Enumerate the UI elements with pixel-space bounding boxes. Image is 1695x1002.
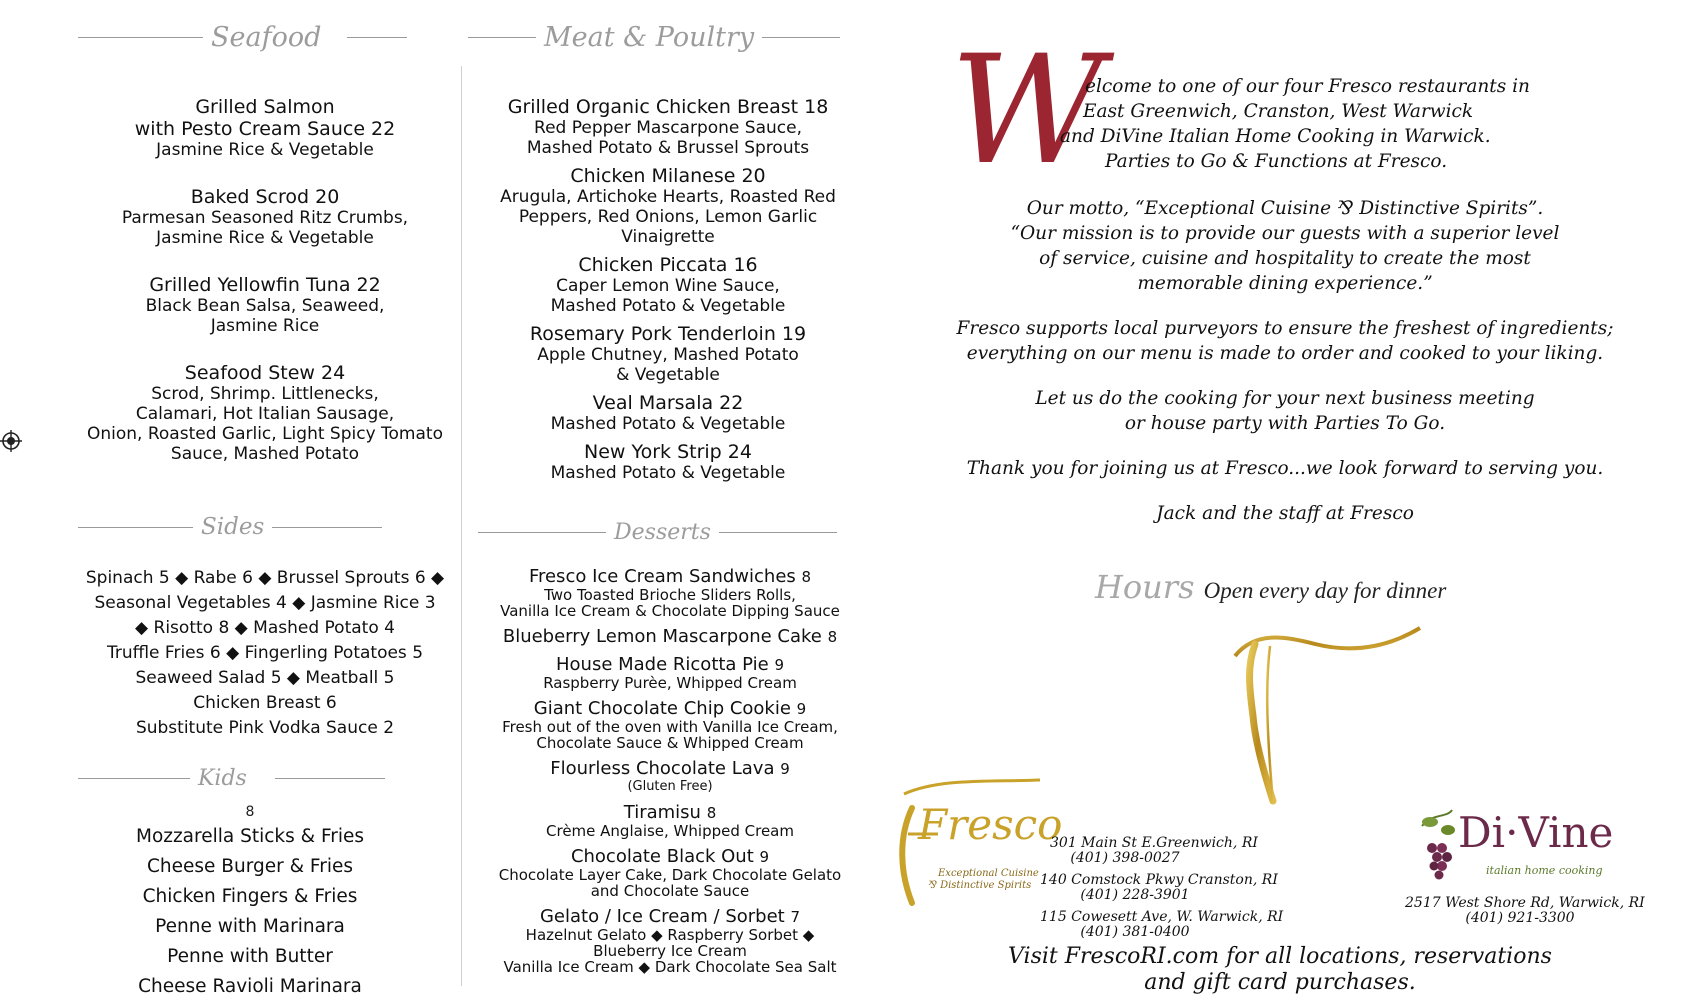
seafood-title: Seafood — [211, 22, 322, 53]
kids-price: 8 — [245, 804, 255, 820]
desserts-title: Desserts — [614, 520, 711, 545]
motto: Our motto, “Exceptional Cuisine ⅋ Distinctive Spirits”. — [1026, 198, 1544, 219]
divine-logo-name: Di·Vine — [1458, 808, 1614, 857]
menu-item: Chocolate Black Out 9 Chocolate Layer Cake, Dark Chocolate Gelato and Chocolate Sauce — [498, 846, 842, 900]
seafood-heading — [78, 22, 450, 53]
welcome-line-2: East Greenwich, Cranston, West Warwick — [1083, 101, 1474, 122]
menu-item: Baked Scrod 20 Parmesan Seasoned Ritz Crumbs, Jasmine Rice & Vegetable — [121, 186, 409, 248]
crosshair-icon — [0, 430, 22, 452]
welcome-line-4: Parties to Go & Functions at Fresco. — [1105, 151, 1448, 172]
menu-item: Giant Chocolate Chip Cookie 9 Fresh out of the oven with Vanilla Ice Cream, Chocolate Sauce & Whipped Cream — [502, 698, 838, 752]
kids-heading — [78, 766, 440, 791]
hours-row — [1095, 568, 1446, 606]
support-line: everything on our menu is made to order and cooked to your liking. — [966, 343, 1604, 364]
menu-item: Seafood Stew 24 Scrod, Shrimp. Littlenecks, Calamari, Hot Italian Sausage, Onion, Roasted Garlic, Light Spicy Tomato Sauce, Mashed Potato — [87, 362, 443, 464]
support-line: Fresco supports local purveyors to ensure the freshest of ingredients; — [956, 318, 1614, 339]
desserts-list — [465, 567, 875, 983]
welcome-line-1: elcome to one of our four Fresco restaurants in — [1085, 76, 1530, 97]
fresco-logo-tagline: Exceptional Cuisine — [938, 868, 1039, 879]
welcome-line-3: and DiVine Italian Home Cooking in Warwick. — [1060, 126, 1491, 147]
thanks-line: Thank you for joining us at Fresco...we look forward to serving you. — [966, 458, 1604, 479]
welcome-initial: W — [950, 24, 1105, 198]
menu-item: Rosemary Pork Tenderloin 19 Apple Chutney, Mashed Potato & Vegetable — [529, 323, 807, 385]
menu-item: Chicken Piccata 16 Caper Lemon Wine Sauce, Mashed Potato & Vegetable — [550, 254, 786, 316]
menu-item: Grilled Yellowfin Tuna 22 Black Bean Salsa, Seaweed, Jasmine Rice — [145, 274, 385, 336]
sides-title: Sides — [201, 514, 265, 540]
mission-line: “Our mission is to provide our guests with a superior level — [1010, 223, 1560, 244]
divine-logo-tagline: italian home cooking — [1486, 864, 1603, 877]
meat-title: Meat & Poultry — [544, 22, 755, 53]
menu-item: Flourless Chocolate Lava 9 (Gluten Free) — [550, 758, 790, 794]
menu-item: Blueberry Lemon Mascarpone Cake 8 — [502, 626, 838, 647]
visit-message: Visit FrescoRI.com for all locations, reservations and gift card purchases. — [1008, 944, 1552, 995]
meat-heading — [468, 22, 863, 53]
meat-list — [478, 96, 858, 490]
hours-text: Open every day for dinner — [1203, 578, 1447, 603]
signature: Jack and the staff at Fresco — [1156, 503, 1414, 524]
menu-item: Gelato / Ice Cream / Sorbet 7 Hazelnut Gelato ◆ Raspberry Sorbet ◆ Blueberry Ice Cream Vanilla Ice Cream ◆ Dark Chocolate Sea Salt — [503, 906, 837, 976]
column-divider — [461, 66, 462, 986]
desserts-heading — [478, 520, 858, 545]
menu-item: Tiramisu 8 Crème Anglaise, Whipped Cream — [546, 802, 794, 840]
cooking-line: Let us do the cooking for your next business meeting — [1035, 388, 1535, 409]
mission-line: memorable dining experience.” — [1137, 273, 1433, 294]
kids-title: Kids — [198, 766, 247, 791]
cooking-line: or house party with Parties To Go. — [1124, 413, 1446, 434]
fresco-address-2: 140 Comstock Pkwy Cranston, RI (401) 228-3901 — [1040, 872, 1278, 903]
fresco-logo — [890, 778, 1063, 908]
welcome-body — [935, 196, 1635, 526]
menu-item: Fresco Ice Cream Sandwiches 8 Two Toasted Brioche Sliders Rolls, Vanilla Ice Cream & Chocolate Dipping Sauce — [500, 566, 840, 620]
menu-item: Veal Marsala 22 Mashed Potato & Vegetable — [550, 392, 786, 434]
menu-item: Grilled Organic Chicken Breast 18 Red Pepper Mascarpone Sauce, Mashed Potato & Brussel Sprouts — [507, 96, 829, 158]
seafood-list — [80, 96, 450, 490]
menu-item: Grilled Salmon with Pesto Cream Sauce 22 Jasmine Rice & Vegetable — [134, 96, 396, 160]
hours-label: Hours — [1095, 568, 1195, 606]
divine-address: 2517 West Shore Rd, Warwick, RI (401) 921-3300 — [1405, 895, 1645, 926]
menu-item: New York Strip 24 Mashed Potato & Vegetable — [550, 441, 786, 483]
fresco-monogram-icon — [1225, 626, 1425, 806]
fresco-logo-name: Fresco — [918, 800, 1063, 849]
fresco-address-1: 301 Main St E.Greenwich, RI (401) 398-0027 — [1050, 835, 1258, 866]
fresco-logo-tagline: ⅋ Distinctive Spirits — [928, 880, 1032, 891]
kids-list: Mozzarella Sticks & Fries Cheese Burger & Fries Chicken Fingers & Fries Penne with Marinara Penne with Butter Cheese Ravioli Marinara — [135, 826, 365, 997]
fresco-address-3: 115 Cowesett Ave, W. Warwick, RI (401) 381-0400 — [1040, 909, 1284, 940]
sides-heading — [78, 514, 450, 540]
sides-list: Spinach 5 ◆ Rabe 6 ◆ Brussel Sprouts 6 ◆ Seasonal Vegetables 4 ◆ Jasmine Rice 3 ◆ Risotto 8 ◆ Mashed Potato 4 Truffle Fries 6 ◆ Fingerling Potatoes 5 Seaweed Salad 5 ◆ Meatball 5 Chicken Breast 6 Substitute Pink Vodka Sauce 2 — [85, 568, 445, 738]
menu-item: House Made Ricotta Pie 9 Raspberry Purèe, Whipped Cream — [543, 654, 797, 692]
menu-item: Chicken Milanese 20 Arugula, Artichoke Hearts, Roasted Red Peppers, Red Onions, Lemon Garlic Vinaigrette — [500, 165, 836, 247]
divine-logo — [1412, 808, 1632, 888]
mission-line: of service, cuisine and hospitality to create the most — [1039, 248, 1531, 269]
